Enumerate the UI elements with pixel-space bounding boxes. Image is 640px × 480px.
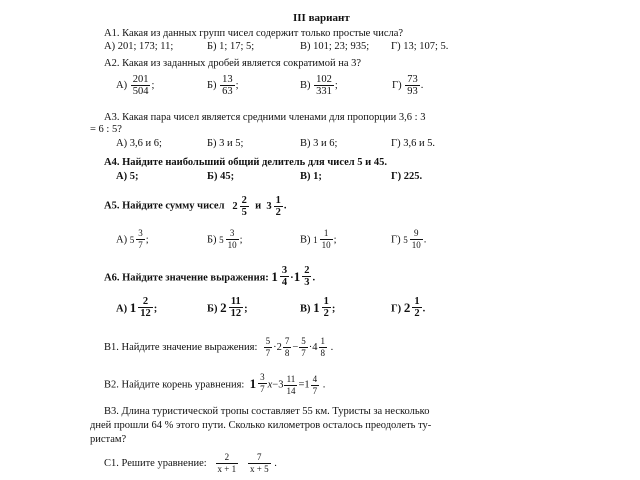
whole-part: 1: [249, 375, 257, 391]
fraction: [274, 195, 283, 218]
a1-option-a: А) 201; 173; 11;: [104, 41, 174, 52]
a1-option-d: Г) 13; 107; 5.: [391, 41, 449, 52]
a4-option-b: Б) 45;: [207, 171, 235, 182]
denominator: 3: [304, 277, 310, 288]
fraction: [136, 228, 145, 251]
a5-option-b: [207, 228, 243, 251]
numerator: 2: [138, 296, 153, 308]
denominator: 2: [275, 207, 281, 218]
whole-part: 2: [403, 299, 411, 315]
question-b3-line1: В3. Длина туристической тропы составляет 55 км. Туристы за несколько: [104, 406, 430, 417]
numerator: 2: [216, 452, 239, 464]
whole-part: 1: [313, 234, 318, 245]
whole-part: 1: [313, 299, 320, 315]
whole-part: 1: [293, 268, 301, 284]
fraction: [319, 336, 328, 359]
question-b2: [104, 372, 325, 397]
fraction: [405, 74, 420, 97]
option-tail: ;: [331, 303, 336, 315]
denominator: 7: [301, 348, 306, 358]
mixed-number: [313, 296, 332, 319]
option-tail: ;: [153, 303, 158, 315]
numerator: 2: [304, 265, 310, 276]
denominator: 12: [230, 308, 242, 319]
variable: x: [267, 379, 273, 391]
mixed-number: [403, 228, 424, 251]
whole-part: 2: [232, 200, 238, 212]
fraction: [314, 74, 334, 97]
numerator: 11: [229, 296, 244, 308]
numerator: 1: [320, 336, 326, 346]
operator: ·4: [308, 341, 318, 353]
mixed-number: [250, 372, 268, 395]
numerator: 9: [410, 228, 423, 240]
denominator: x + 5: [250, 464, 269, 474]
option-label: Б): [207, 303, 218, 315]
numerator: 2: [241, 195, 247, 206]
option-label: Б): [207, 234, 217, 246]
a1-option-c: В) 101; 23; 935;: [300, 41, 370, 52]
denominator: 2: [414, 308, 420, 319]
question-a4: А4. Найдите наибольший общий делитель для чисел 5 и 45.: [104, 157, 387, 168]
question-text: А5. Найдите сумму чисел: [104, 200, 225, 212]
option-tail: .: [422, 303, 426, 315]
end-mark: .: [274, 457, 277, 469]
a3-option-b: Б) 3 и 5;: [207, 138, 244, 149]
option-tail: ;: [244, 303, 248, 315]
whole-part: 5: [403, 234, 408, 245]
numerator: 7: [248, 452, 271, 464]
a3-option-a: А) 3,6 и 6;: [116, 138, 162, 149]
fraction: [216, 452, 239, 475]
numerator: 102: [316, 74, 332, 85]
option-label: В): [300, 79, 311, 91]
operator: −: [292, 341, 299, 353]
denominator: 2: [323, 308, 329, 319]
denominator: 331: [316, 86, 332, 97]
numerator: 5: [265, 336, 271, 346]
fraction: [311, 374, 320, 397]
a2-option-a: [116, 74, 154, 97]
option-label: Г): [392, 79, 402, 91]
option-tail: ;: [333, 234, 337, 246]
numerator: 73: [407, 74, 418, 85]
whole-part: 2: [220, 299, 227, 315]
fraction: [410, 228, 423, 251]
question-b1: [104, 336, 333, 359]
fraction: [264, 336, 273, 359]
fraction: [284, 374, 297, 397]
end-mark: .: [312, 272, 316, 284]
mixed-number: [266, 195, 284, 218]
option-label: Г): [391, 303, 402, 315]
option-tail: ;: [151, 79, 155, 91]
denominator: 5: [241, 207, 247, 218]
mixed-number: [219, 228, 240, 251]
option-label: Б): [207, 79, 217, 91]
fraction: [280, 265, 289, 288]
question-b3-line2: дней прошли 64 % этого пути. Сколько километров осталось преодолеть ту-: [90, 420, 432, 431]
numerator: 5: [301, 336, 306, 346]
numerator: 4: [312, 373, 318, 384]
numerator: 1: [320, 228, 333, 240]
question-c1: [104, 452, 277, 475]
option-label: А): [116, 234, 128, 246]
mixed-number: [220, 296, 244, 319]
a5-option-a: [116, 228, 149, 251]
mixed-number: [232, 195, 250, 218]
a6-option-b: [207, 296, 248, 319]
a5-option-c: [300, 228, 337, 251]
numerator: 1: [275, 195, 281, 206]
fraction: [248, 452, 271, 475]
question-a2: А2. Какая из заданных дробей является сократимой на 3?: [104, 58, 362, 69]
denominator: 93: [407, 86, 418, 97]
question-text: С1. Решите уравнение:: [104, 457, 207, 469]
numerator: 201: [132, 74, 149, 85]
option-label: Г): [391, 234, 401, 246]
a6-option-c: [300, 296, 335, 319]
mixed-number: [130, 296, 154, 319]
numerator: 1: [414, 296, 420, 307]
question-text: А6. Найдите значение выражения:: [104, 272, 269, 284]
mixed-number: [293, 265, 316, 288]
fraction: [138, 296, 153, 319]
denominator: 4: [281, 277, 288, 288]
question-text: В2. Найдите корень уравнения:: [104, 379, 245, 391]
option-tail: ;: [145, 234, 149, 246]
numerator: 3: [260, 372, 265, 382]
a1-option-b: Б) 1; 17; 5;: [207, 41, 255, 52]
question-text: В1. Найдите значение выражения:: [104, 341, 258, 353]
operator: ·: [290, 272, 294, 284]
option-label: А): [116, 303, 128, 315]
mixed-number: [271, 265, 290, 288]
whole-part: 5: [219, 234, 224, 245]
option-tail: ;: [235, 79, 239, 91]
option-tail: ;: [334, 79, 338, 91]
end-mark: .: [330, 341, 334, 353]
end-mark: .: [322, 379, 326, 391]
whole-part: 3: [266, 200, 272, 212]
numerator: 13: [222, 74, 233, 85]
denominator: 10: [321, 240, 331, 250]
page-title: III вариант: [293, 12, 350, 24]
question-a6: [104, 265, 315, 288]
denominator: 7: [265, 348, 271, 358]
denominator: 12: [140, 308, 151, 319]
question-b3-line3: ристам?: [90, 434, 127, 445]
option-label: А): [116, 79, 128, 91]
numerator: 3: [226, 228, 239, 240]
fraction: [226, 228, 239, 251]
fraction: [131, 74, 151, 97]
denominator: 7: [312, 385, 318, 396]
fraction: [229, 296, 244, 319]
a4-option-c: В) 1;: [300, 171, 322, 182]
denominator: 10: [411, 240, 421, 250]
fraction: [320, 228, 333, 251]
denominator: 8: [284, 348, 290, 358]
denominator: 7: [260, 384, 265, 394]
question-a5: [104, 195, 287, 218]
denominator: 504: [132, 86, 149, 97]
mixed-number: [130, 228, 146, 251]
a4-option-a: А) 5;: [116, 171, 139, 182]
a6-option-a: [116, 296, 157, 319]
question-a3-line1: А3. Какая пара чисел является средними членами для пропорции 3,6 : 3: [104, 112, 426, 123]
option-label: В): [300, 303, 311, 315]
denominator: 63: [222, 86, 233, 97]
question-a1: А1. Какая из данных групп чисел содержит только простые числа?: [104, 28, 404, 39]
a6-option-d: [391, 296, 425, 319]
option-tail: ;: [239, 234, 243, 246]
whole-part: 1: [271, 268, 278, 284]
whole-part: 5: [129, 234, 135, 245]
numerator: 3: [138, 228, 143, 238]
a2-option-c: [300, 74, 338, 97]
numerator: 1: [323, 296, 329, 307]
fraction: [283, 336, 292, 359]
numerator: 3: [281, 265, 288, 276]
fraction: [258, 372, 267, 395]
denominator: 8: [320, 348, 326, 358]
denominator: x + 1: [217, 464, 237, 474]
a2-option-b: [207, 74, 239, 97]
operator: ·2: [273, 341, 282, 353]
equals: =1: [298, 379, 310, 391]
fraction: [299, 336, 308, 359]
fraction: [302, 265, 311, 288]
numerator: 7: [284, 336, 290, 346]
option-tail: .: [420, 79, 424, 91]
a5-option-d: [391, 228, 426, 251]
a3-option-d: Г) 3,6 и 5.: [391, 138, 436, 149]
fraction: [412, 296, 421, 319]
joiner: и: [255, 200, 262, 212]
fraction: [220, 74, 235, 97]
end-mark: .: [283, 200, 287, 212]
denominator: 7: [138, 240, 143, 250]
denominator: 10: [227, 240, 237, 250]
option-label: В): [300, 234, 311, 246]
numerator: 11: [284, 374, 297, 386]
whole-part: 1: [129, 299, 137, 315]
denominator: 14: [286, 385, 296, 396]
a4-option-d: Г) 225.: [391, 171, 423, 182]
fraction: [322, 296, 331, 319]
option-tail: .: [423, 234, 427, 246]
question-a3-line2: = 6 : 5?: [90, 124, 122, 135]
a3-option-c: В) 3 и 6;: [300, 138, 338, 149]
mixed-number: [313, 228, 334, 251]
operator: −3: [272, 379, 284, 391]
a2-option-d: [392, 74, 423, 97]
fraction: [240, 195, 249, 218]
mixed-number: [404, 296, 423, 319]
